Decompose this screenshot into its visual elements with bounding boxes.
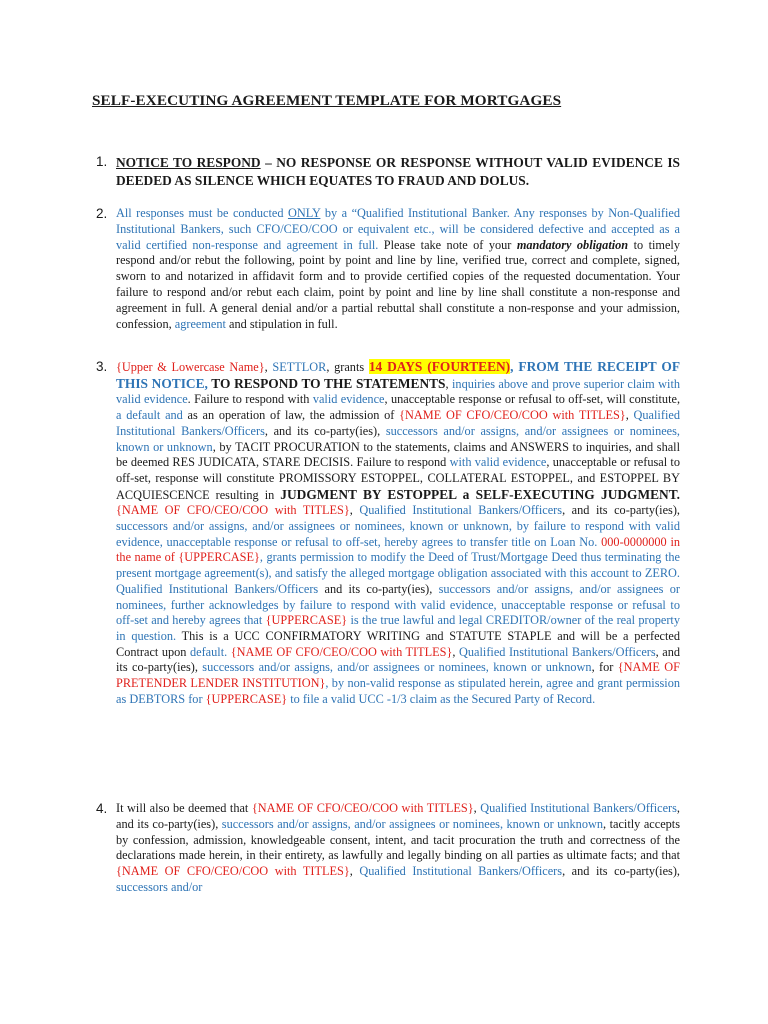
item-paragraph [116,154,680,190]
text-segment: successors and/or assigns, and/or assignees or nominees, further acknowledges by failure to respond with valid evidence, unacceptable response or refusal to off-set and hereby agrees that [116,581,680,628]
text-segment: Qualified Institutional Bankers/Officers [359,503,563,518]
text-segment: inquiries above and prove superior claim with valid evidence [116,376,681,407]
text-segment: , by non-valid response as stipulated herein, agree and grant permission as DEBTORS for [116,676,680,706]
text-segment: , and its co-party(ies), [264,423,386,438]
text-segment: a default and [116,408,183,423]
text-segment: successors and/or assigns, and/or assignees or nominees, known or unknown, by failure to respond with valid evidence, unacceptable response or refusal to off-set, hereby agrees to transfer title on Loan No. [116,519,680,549]
item-number: 4. [96,801,108,816]
text-segment: , [349,864,360,879]
item-number: 2. [96,206,108,221]
text-segment: {NAME OF CFO/CEO/COO with TITLES} [399,408,626,423]
list-item-1 [96,154,680,190]
item-number: 3. [96,359,108,374]
item-paragraph [116,359,680,707]
text-segment: , unacceptable or refusal to off-set, response will constitute PROMISSORY ESTOPPEL, COLLATERAL ESTOPPEL, and ESTOPPEL BY ACQUIESCENCE resulting in [116,455,680,502]
text-segment: successors and/or assigns, and/or assignees or nominees, known or unknown [116,423,680,454]
text-segment: successors and/or assigns, and/or assignees or nominees, known or unknown [202,660,592,675]
document-title: SELF-EXECUTING AGREEMENT TEMPLATE FOR MORTGAGES [92,92,562,109]
text-segment: , grants permission to modify the Deed of Trust/Mortgage Deed thus terminating the present mortgage agreement(s), and satisfy the alleged mortgage obligation associated with this account to ZERO. Qualified Institutional Bankers/Officers [116,550,680,596]
text-segment: All responses must be conducted [116,206,288,220]
text-segment: , [473,801,481,815]
text-segment: {UPPERCASE} [265,613,348,628]
text-segment: to file a valid UCC -1/3 claim as the Secured Party of Record. [287,691,596,706]
text-segment: valid evidence [312,392,385,407]
text-segment: ONLY [287,206,321,220]
text-segment: is the true lawful and legal CREDITOR/owner of the real property in question. [116,613,680,643]
list-item-2 [96,206,681,332]
text-segment: and its co-party(ies), [318,581,439,596]
text-segment: , [452,644,459,659]
text-segment: JUDGMENT BY ESTOPPEL a SELF-EXECUTING JUDGMENT. [280,486,680,502]
text-segment: and stipulation in full. [225,316,338,331]
text-segment: This is a UCC CONFIRMATORY WRITING and STATUTE STAPLE and will be a perfected Contract upon [116,628,681,659]
text-segment: , and its co-party(ies), [562,864,680,879]
text-segment: SETTLOR [272,360,327,374]
text-segment: , tacitly accepts by confession, admission, knowledgeable consent, intent, and tacit procuration the truth and correctness of the declarations made herein, in their entirety, as lawfully and legally binding on all parties as ultimate facts; and that [116,816,681,863]
text-segment: Qualified Institutional Bankers/Officers [116,408,680,438]
text-segment: , [625,408,634,423]
text-segment: {NAME OF CFO/CEO/COO with TITLES} [116,864,350,879]
text-segment: . Failure to respond with [187,392,313,407]
text-segment: as an operation of law, the admission of [182,408,400,423]
item-paragraph [116,206,680,332]
text-segment: Please take note of your [378,237,517,252]
text-segment: , FROM THE RECEIPT OF THIS NOTICE, [116,359,681,391]
text-segment: , and its co-party(ies), [562,503,680,518]
text-segment: , and its co-party(ies), [116,644,681,675]
text-segment: It will also be deemed that [116,801,252,815]
text-segment: to timely respond and/or rebut the following, point by point and line by line, verified true, correct and complete, signed, sworn to and notarized in affidavit form and to provide certified copies of the requested documentation. Your failure to respond and/or rebut each claim, point by point and line by line shall constitute a non-response and agreement in full. A general denial and/or a partial rebuttal shall constitute a non-response and your admission, confession, [116,237,681,331]
text-segment: , [349,503,360,518]
text-segment: {NAME OF CFO/CEO/COO with TITLES} [227,644,453,659]
text-segment: agreement [174,316,226,331]
list-item-3 [96,359,681,707]
text-segment: mandatory obligation [516,237,629,252]
text-segment: by a “Qualified Institutional Banker. Any responses by Non-Qualified Institutional Bankers, such CFO/CEO/COO or equivalent etc., will be considered defective and accepted as a valid certified non-response and agreement in full. [116,206,680,252]
text-segment: {NAME OF PRETENDER LENDER INSTITUTION} [116,660,680,691]
item-number: 1. [96,154,108,169]
text-segment: Qualified Institutional Bankers/Officers [459,644,656,659]
text-segment: {NAME OF CFO/CEO/COO with TITLES} [116,503,350,518]
item-paragraph [116,801,680,896]
text-segment: , unacceptable response or refusal to off-set, will constitute, [384,392,681,407]
text-segment: {Upper & Lowercase Name} [116,360,265,374]
text-segment: with valid evidence [449,455,547,470]
text-segment: , [445,376,452,391]
text-segment: {UPPERCASE} [205,691,288,706]
text-segment: , and its co-party(ies), [116,801,680,831]
text-segment: successors and/or [116,879,203,894]
text-segment: 14 DAYS (FOURTEEN) [368,359,511,374]
text-segment: , [264,360,273,374]
text-segment: NOTICE TO RESPOND [116,155,261,170]
text-segment: , for [591,660,618,675]
text-segment: successors and/or assigns, and/or assignees or nominees, known or unknown [221,816,604,831]
text-segment: Qualified Institutional Bankers/Officers [480,801,677,815]
text-segment: 000-0000000 in the name of {UPPERCASE} [116,534,681,565]
list-item-4 [96,801,681,896]
text-segment: {NAME OF CFO/CEO/COO with TITLES} [251,801,474,815]
text-segment: Qualified Institutional Bankers/Officers [359,864,563,879]
text-segment: – NO RESPONSE OR RESPONSE WITHOUT VALID EVIDENCE IS DEEDED AS SILENCE WHICH EQUATES TO FRAUD AND DOLUS. [116,155,680,188]
text-segment: TO RESPOND TO THE STATEMENTS [207,375,446,391]
text-segment: default. [189,644,228,659]
text-segment: , by TACIT PROCURATION to the statements, claims and ANSWERS to inquiries, and shall be deemed RES JUDICATA, STARE DECISIS. Failure to respond [116,439,681,470]
text-segment: , grants [326,360,369,374]
